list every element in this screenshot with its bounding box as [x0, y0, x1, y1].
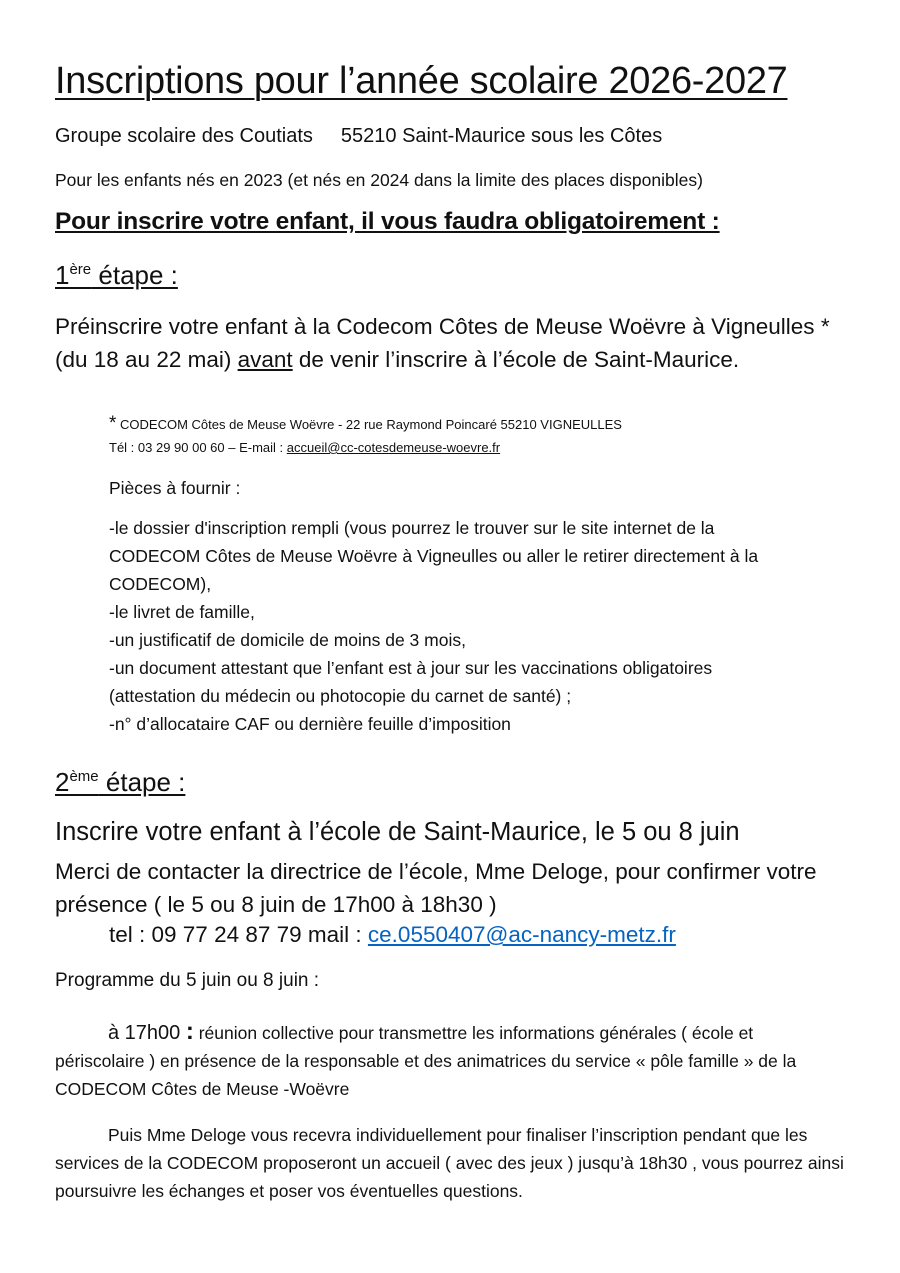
meeting-text: réunion collective pour transmettre les informations générales ( école et périscolaire ) en présence de la responsable et des animatrices du service « pôle famille » de la CODECOM Côtes de Meuse -Woëvre	[55, 1023, 797, 1099]
eligibility-note: Pour les enfants nés en 2023 (et nés en 2024 dans la limite des places disponibles)	[55, 170, 703, 190]
step1-label: étape :	[91, 260, 178, 290]
step1-heading	[55, 260, 178, 291]
contact-paragraph: Merci de contacter la directrice de l’école, Mme Deloge, pour confirmer votre présence ( le 5 ou 8 juin de 17h00 à 18h30 )	[55, 859, 817, 917]
list-item: -n° d’allocataire CAF ou dernière feuille d’imposition	[109, 714, 511, 734]
meeting-time: à 17h00	[108, 1022, 186, 1044]
step2-ordinal: ème	[69, 768, 99, 785]
preinscription-paragraph	[55, 310, 845, 376]
school-inscription-line: Inscrire votre enfant à l’école de Saint-Maurice, le 5 ou 8 juin	[55, 818, 740, 846]
codecom-info	[109, 412, 849, 459]
page-title: Inscriptions pour l’année scolaire 2026-2027	[55, 60, 788, 102]
codecom-phone: Tél : 03 29 90 00 60 – E-mail :	[109, 440, 287, 455]
school-line	[55, 125, 662, 148]
contact-line	[109, 922, 676, 948]
step2-heading	[55, 767, 185, 798]
list-item: CODECOM Côtes de Meuse Woëvre à Vigneulles ou aller le retirer directement à la	[109, 546, 759, 566]
list-item: (attestation du médecin ou photocopie du carnet de santé) ;	[109, 686, 572, 706]
followup-paragraph: Puis Mme Deloge vous recevra individuellement pour finaliser l’inscription pendant que les services de la CODECOM proposeront un accueil ( avec des jeux ) jusqu’à 18h30 , vous pourrez ainsi poursuivre les échanges et poser vos éventuelles questions.	[55, 1125, 844, 1201]
list-item: -le dossier d'inscription rempli (vous pourrez le trouver sur le site internet de la	[109, 518, 715, 538]
meeting-colon: :	[185, 1018, 194, 1045]
asterisk: *	[109, 413, 117, 434]
step2-number: 2	[55, 767, 70, 797]
codecom-email-link[interactable]: accueil@cc-cotesdemeuse-woevre.fr	[286, 440, 501, 455]
pieces-label: Pièces à fournir :	[109, 478, 241, 498]
school-address: 55210 Saint-Maurice sous les Côtes	[340, 125, 663, 147]
preinscription-text-a: Préinscrire votre enfant à la Codecom Côtes de Meuse Woëvre à Vigneulles * (du 18 au 22 mai)	[55, 314, 830, 372]
step1-ordinal: ère	[69, 261, 92, 278]
list-item: -le livret de famille,	[109, 602, 255, 622]
list-item: -un justificatif de domicile de moins de 3 mois,	[109, 630, 466, 650]
programme-heading: Programme du 5 juin ou 8 juin :	[55, 970, 320, 991]
step1-number: 1	[55, 260, 70, 290]
pieces-list	[109, 514, 849, 738]
codecom-address: CODECOM Côtes de Meuse Woëvre - 22 rue Raymond Poincaré 55210 VIGNEULLES	[116, 417, 622, 432]
codecom-address-line	[109, 412, 849, 436]
codecom-contact-line	[109, 436, 849, 459]
list-item: CODECOM),	[109, 574, 212, 594]
phone-number: tel : 09 77 24 87 79 mail :	[109, 922, 368, 947]
meeting-paragraph	[55, 1018, 845, 1103]
list-item: -un document attestant que l’enfant est à jour sur les vaccinations obligatoires	[109, 658, 713, 678]
preinscription-text-b: de venir l’inscrire à l’école de Saint-Maurice.	[292, 347, 740, 372]
requirements-heading: Pour inscrire votre enfant, il vous faudra obligatoirement :	[55, 208, 720, 235]
school-name: Groupe scolaire des Coutiats	[55, 125, 313, 147]
school-email-link[interactable]: ce.0550407@ac-nancy-metz.fr	[367, 922, 676, 947]
step2-label: étape :	[98, 767, 186, 797]
preinscription-avant: avant	[237, 347, 293, 372]
